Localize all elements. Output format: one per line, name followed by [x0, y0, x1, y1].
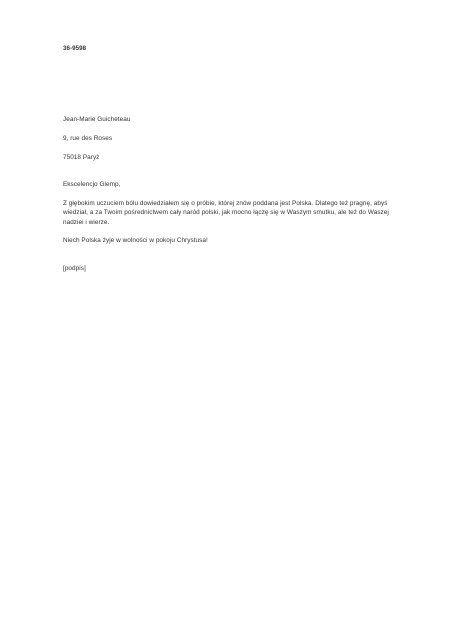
signature-placeholder: [podpis] — [63, 264, 86, 272]
address-name: Jean-Marie Guicheteau — [63, 115, 131, 123]
reference-number: 36-9598 — [63, 45, 87, 52]
salutation: Ekscelencjo Glemp, — [63, 181, 121, 189]
address-street: 9, rue des Roses — [63, 134, 113, 142]
address-city: 75018 Paryż — [63, 153, 100, 161]
recipient-address — [63, 115, 403, 163]
body-paragraph-2: Niech Polska żyje w wolności w pokoju Chrystusa! — [63, 237, 208, 245]
body-paragraph-1: Z głębokim uczuciem bólu dowiedziałem się o próbie, której znów poddana jest Polska. Dlatego też pragnę, abyś wiedział, a za Twoim pośrednictwem cały naród polski, jak mocno łączę się w Waszym smutku, ale też do Waszej nadziei i wierze. — [63, 199, 389, 226]
letter-content — [63, 44, 403, 273]
